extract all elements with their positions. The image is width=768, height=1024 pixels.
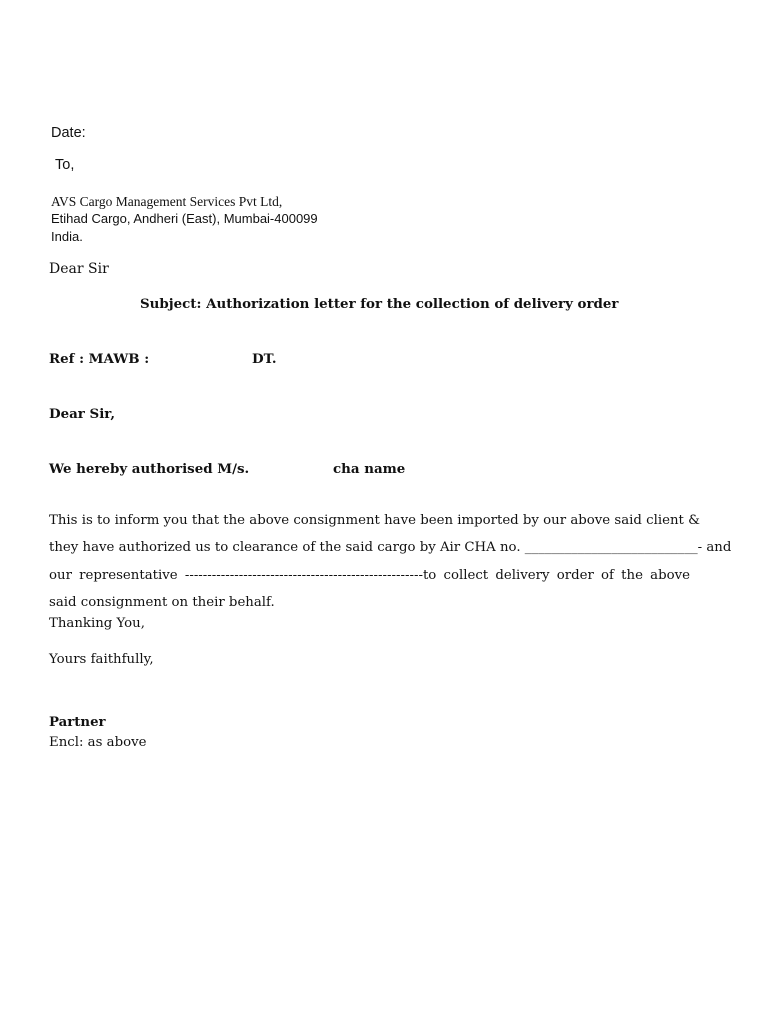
cha-name-placeholder: cha name (333, 461, 406, 477)
ref-date-label: DT. (252, 351, 277, 367)
enclosure-note: Encl: as above (49, 735, 147, 750)
subject-line: Subject: Authorization letter for the collection of delivery order (140, 296, 619, 312)
signatory-title: Partner (49, 715, 106, 730)
body-paragraph-line: they have authorized us to clearance of the said cargo by Air CHA no. __________________________- and (49, 540, 732, 555)
salutation-second: Dear Sir, (49, 406, 116, 422)
to-label: To, (55, 157, 75, 173)
body-paragraph-line: our representative -----------------------------------------------------to collect delivery order of the above (49, 568, 690, 583)
closing-line: Yours faithfully, (49, 652, 154, 667)
thanking-line: Thanking You, (49, 616, 145, 631)
date-label: Date: (51, 125, 86, 141)
body-paragraph-line: This is to inform you that the above consignment have been imported by our above said client & (49, 513, 700, 528)
address-line-street: Etihad Cargo, Andheri (East), Mumbai-400099 (51, 211, 318, 226)
address-line-company: AVS Cargo Management Services Pvt Ltd, (51, 194, 283, 209)
body-paragraph-line: said consignment on their behalf. (49, 595, 275, 610)
authorisation-statement: We hereby authorised M/s. (49, 461, 250, 477)
ref-mawb-label: Ref : MAWB : (49, 351, 150, 367)
salutation-first: Dear Sir (49, 261, 109, 277)
address-line-country: India. (51, 229, 83, 244)
